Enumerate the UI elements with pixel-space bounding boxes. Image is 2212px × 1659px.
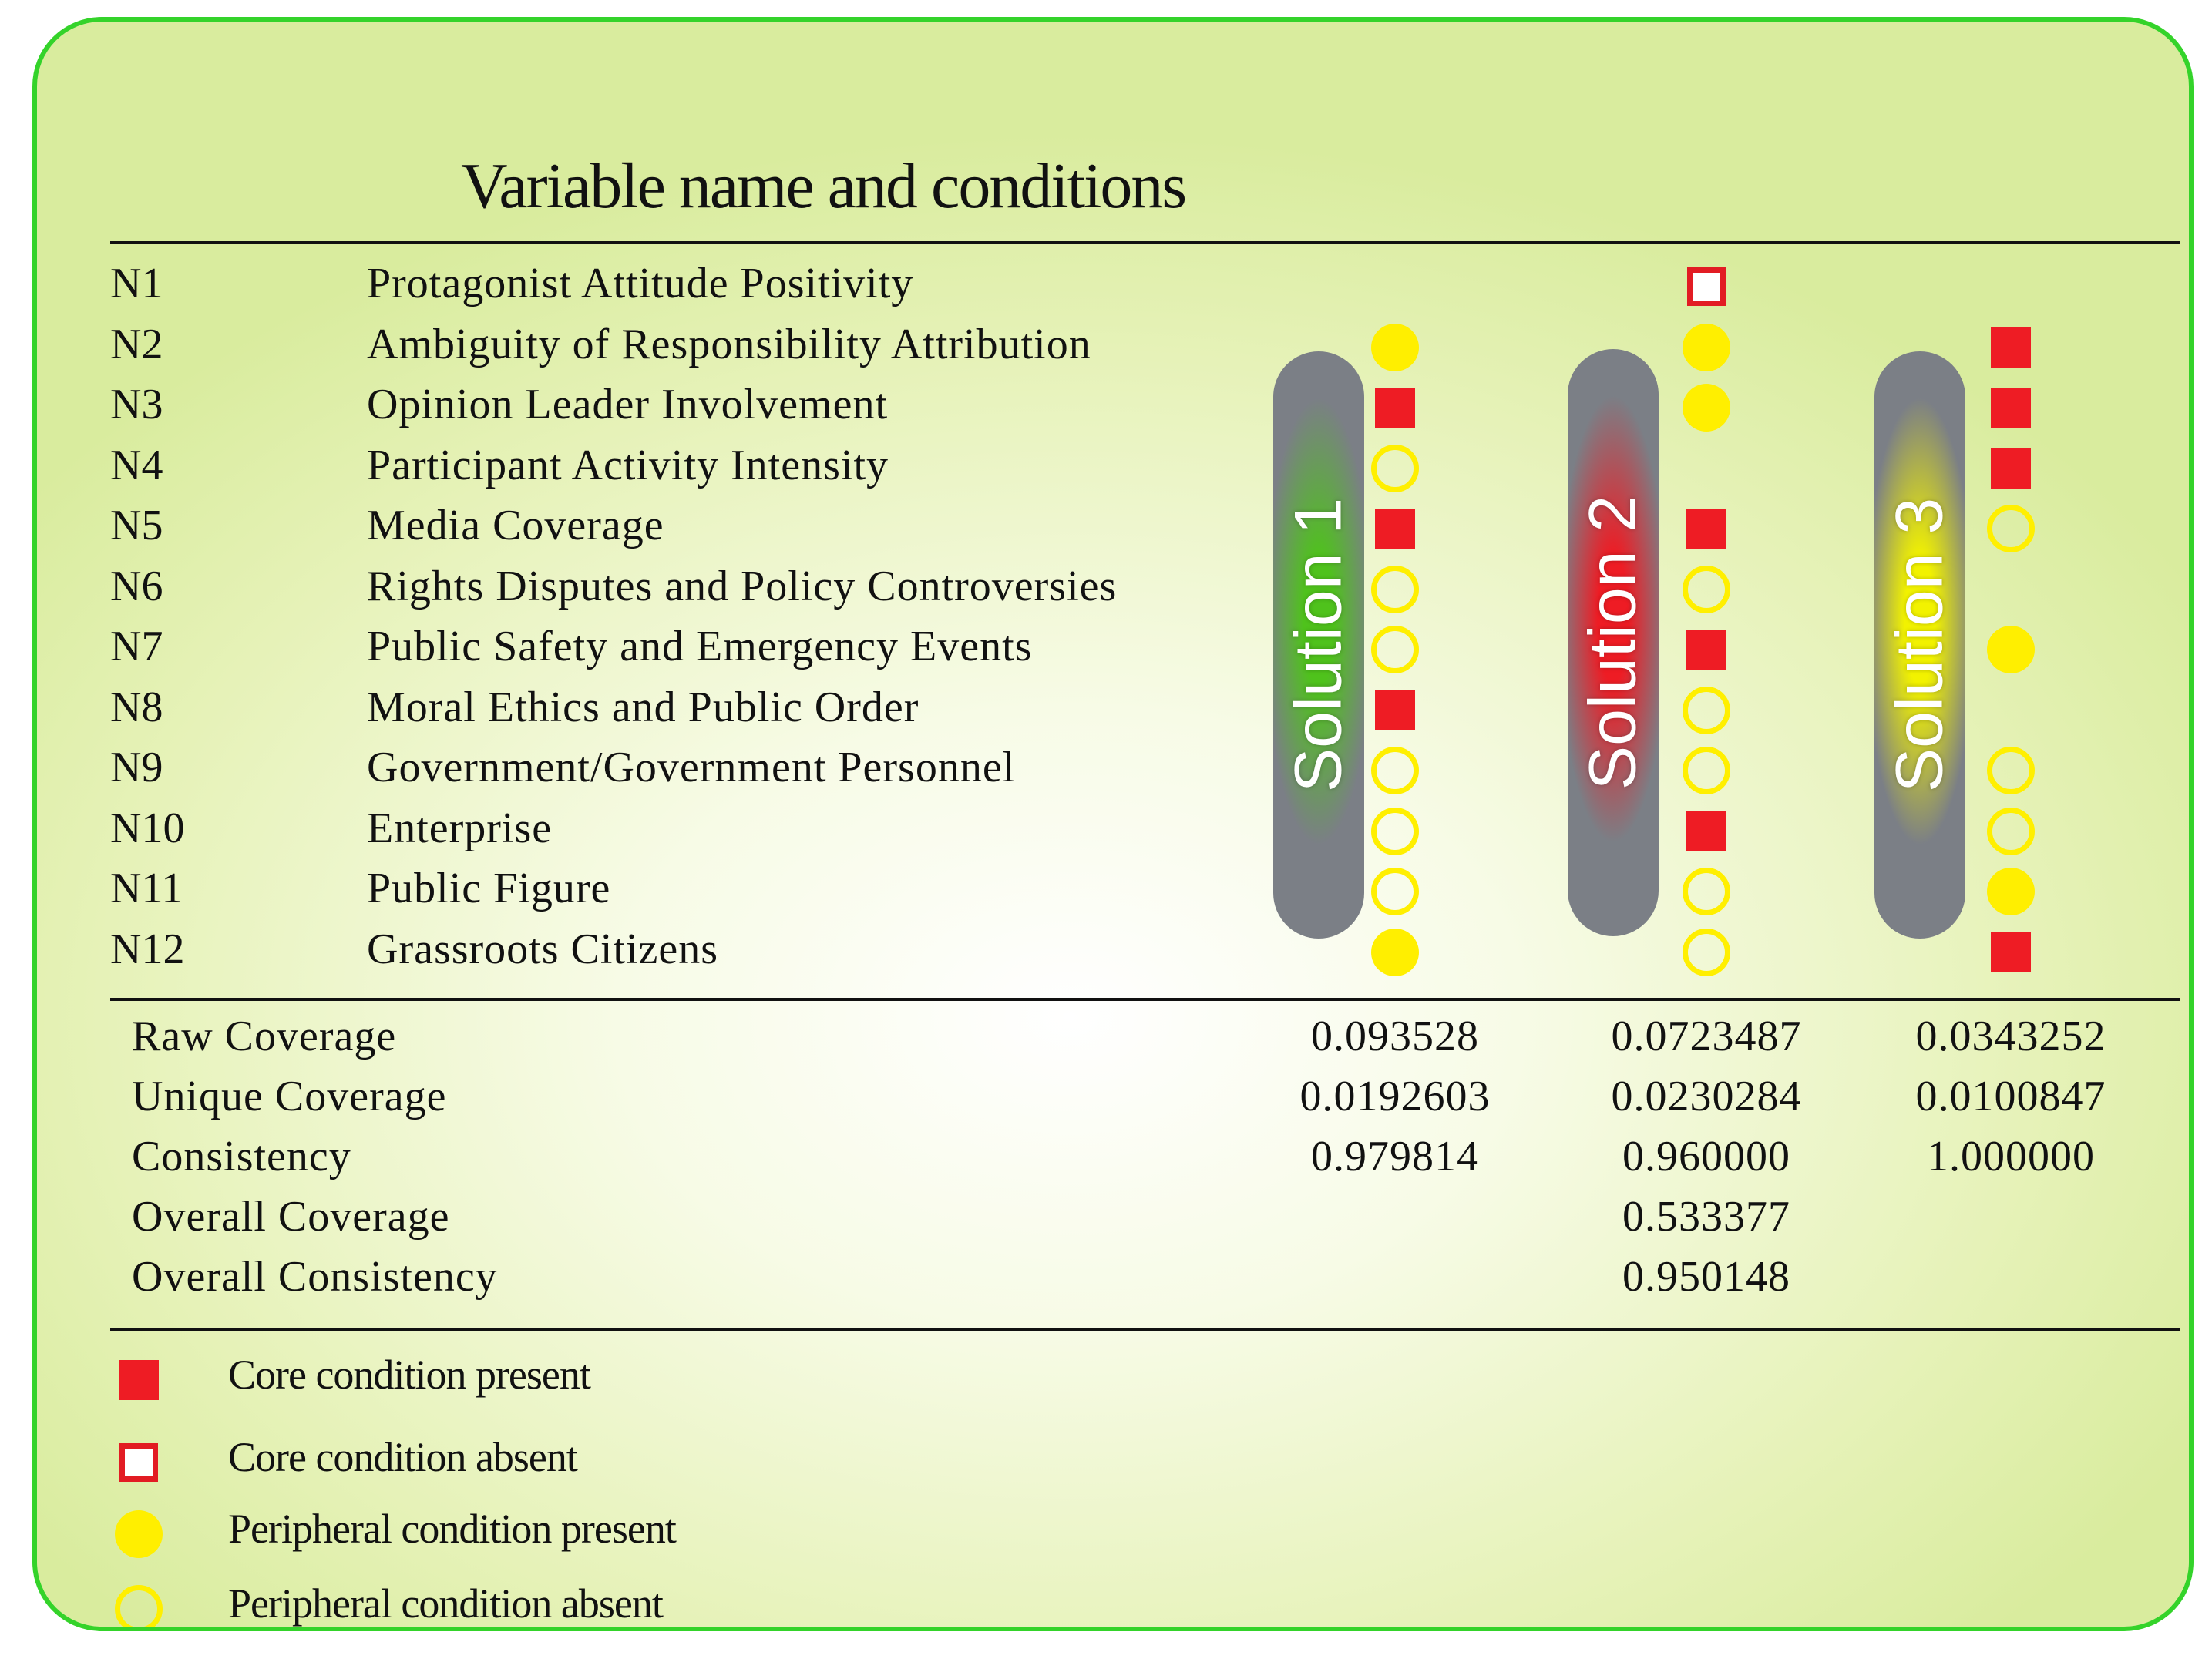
figure-title: Variable name and conditions (461, 150, 1186, 222)
periph-present-marker (1683, 384, 1730, 432)
raw-coverage-label: Raw Coverage (132, 1013, 397, 1060)
solution-label: Solution 2 (1575, 495, 1650, 791)
condition-code: N9 (110, 744, 163, 791)
core-present-marker (1991, 388, 2031, 428)
core-present-marker (1686, 630, 1726, 670)
periph-present-marker (1683, 324, 1730, 371)
core-present-marker (1375, 690, 1415, 730)
legend-label: Peripheral condition absent (228, 1580, 663, 1627)
condition-name: Public Safety and Emergency Events (367, 623, 1033, 670)
core-present-marker (1991, 448, 2031, 489)
unique-coverage-value: 0.0192603 (1299, 1073, 1491, 1120)
solution-label: Solution 3 (1882, 497, 1957, 793)
periph-present-marker (1371, 929, 1419, 976)
periph-present-marker (1987, 868, 2035, 915)
periph-absent-legend-marker (115, 1585, 163, 1631)
periph-absent-marker (1683, 868, 1730, 915)
core-present-marker (1686, 811, 1726, 851)
periph-absent-marker (1371, 808, 1419, 855)
middle-rule (110, 998, 2180, 1001)
condition-code: N4 (110, 441, 163, 489)
consistency-value: 1.000000 (1927, 1133, 2095, 1180)
condition-code: N10 (110, 804, 185, 852)
periph-absent-marker (1371, 445, 1419, 492)
core-present-marker (1991, 327, 2031, 368)
periph-absent-marker (1987, 808, 2035, 855)
raw-coverage-value: 0.0343252 (1915, 1013, 2106, 1060)
periph-absent-marker (1683, 747, 1730, 794)
core-present-marker (1686, 509, 1726, 549)
raw-coverage-value: 0.0723487 (1611, 1013, 1802, 1060)
periph-absent-marker (1371, 566, 1419, 613)
condition-name: Grassroots Citizens (367, 925, 719, 973)
condition-name: Participant Activity Intensity (367, 441, 889, 489)
solution-pill (1273, 351, 1364, 939)
core-present-legend-marker (119, 1360, 159, 1400)
condition-name: Opinion Leader Involvement (367, 381, 889, 428)
periph-absent-marker (1987, 505, 2035, 552)
overall-coverage-value: 0.533377 (1622, 1193, 1790, 1241)
periph-present-marker (1987, 626, 2035, 673)
periph-present-marker (1371, 324, 1419, 371)
top-rule (110, 241, 2180, 244)
core-present-marker (1375, 388, 1415, 428)
condition-name: Moral Ethics and Public Order (367, 683, 919, 731)
periph-present-legend-marker (115, 1510, 163, 1558)
condition-code: N8 (110, 683, 163, 731)
bottom-rule (110, 1328, 2180, 1331)
consistency-value: 0.960000 (1622, 1133, 1790, 1180)
unique-coverage-value: 0.0100847 (1915, 1073, 2106, 1120)
condition-name: Rights Disputes and Policy Controversies (367, 562, 1118, 610)
core-present-marker (1375, 509, 1415, 549)
periph-absent-marker (1371, 868, 1419, 915)
condition-name: Ambiguity of Responsibility Attribution (367, 320, 1091, 368)
periph-absent-marker (1683, 929, 1730, 976)
periph-absent-marker (1371, 747, 1419, 794)
overall-consistency-label: Overall Consistency (132, 1253, 498, 1301)
condition-code: N11 (110, 865, 183, 912)
legend-label: Core condition absent (228, 1434, 577, 1480)
solution-pill (1568, 349, 1659, 936)
condition-code: N3 (110, 381, 163, 428)
consistency-value: 0.979814 (1311, 1133, 1479, 1180)
solution-pill (1874, 351, 1965, 939)
condition-name: Protagonist Attitude Positivity (367, 260, 914, 307)
raw-coverage-value: 0.093528 (1311, 1013, 1479, 1060)
legend-label: Peripheral condition present (228, 1506, 676, 1552)
periph-absent-marker (1371, 626, 1419, 673)
condition-code: N1 (110, 260, 163, 307)
consistency-label: Consistency (132, 1133, 351, 1180)
condition-code: N7 (110, 623, 163, 670)
core-absent-legend-marker (119, 1443, 158, 1482)
condition-code: N2 (110, 320, 163, 368)
figure-frame (32, 17, 2194, 1631)
condition-code: N12 (110, 925, 185, 973)
condition-name: Enterprise (367, 804, 553, 852)
overall-coverage-label: Overall Coverage (132, 1193, 450, 1241)
periph-absent-marker (1683, 687, 1730, 734)
condition-code: N6 (110, 562, 163, 610)
condition-code: N5 (110, 502, 163, 549)
core-absent-marker (1687, 267, 1726, 306)
condition-name: Public Figure (367, 865, 611, 912)
condition-name: Government/Government Personnel (367, 744, 1016, 791)
unique-coverage-label: Unique Coverage (132, 1073, 447, 1120)
condition-name: Media Coverage (367, 502, 664, 549)
unique-coverage-value: 0.0230284 (1611, 1073, 1802, 1120)
solution-label: Solution 1 (1281, 497, 1356, 793)
overall-consistency-value: 0.950148 (1622, 1253, 1790, 1301)
core-present-marker (1991, 932, 2031, 972)
periph-absent-marker (1683, 566, 1730, 613)
periph-absent-marker (1987, 747, 2035, 794)
legend-label: Core condition present (228, 1352, 590, 1398)
